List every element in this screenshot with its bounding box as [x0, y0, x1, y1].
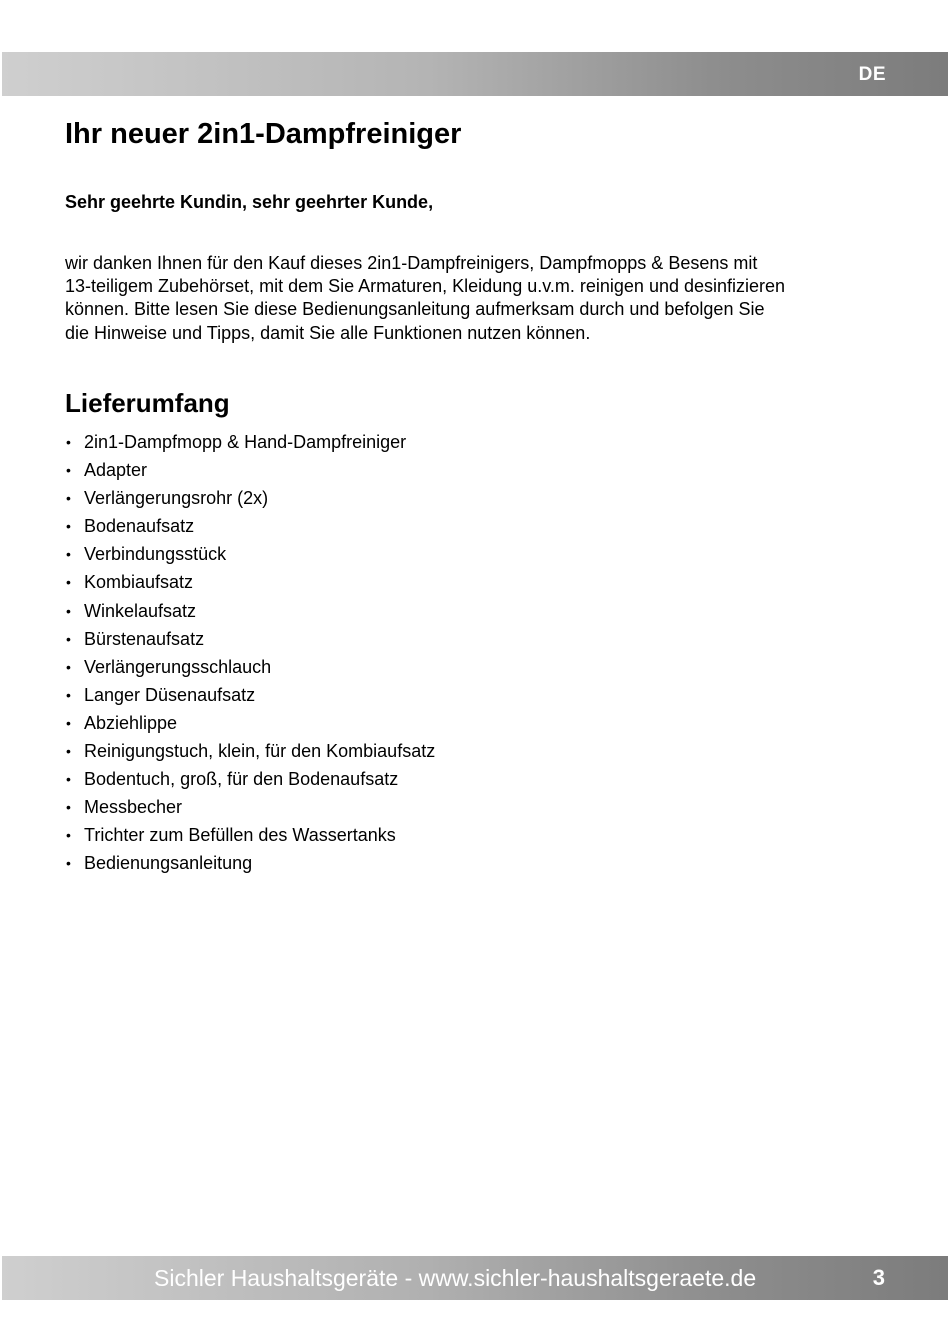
list-item	[65, 512, 435, 540]
bullet-icon: •	[66, 771, 71, 788]
intro-line: die Hinweise und Tipps, damit Sie alle Funktionen nutzen können.	[65, 322, 591, 343]
bullet-icon: •	[66, 686, 71, 703]
bullet-icon: •	[66, 630, 71, 647]
list-item	[65, 765, 435, 793]
language-label: DE	[858, 64, 886, 85]
list-item-label: Trichter zum Befüllen des Wassertanks	[84, 825, 396, 846]
list-item-label: Adapter	[84, 460, 148, 481]
list-item	[65, 428, 435, 456]
list-item	[65, 681, 435, 709]
list-item	[65, 484, 435, 512]
list-item	[65, 597, 435, 625]
bullet-icon: •	[66, 743, 71, 760]
section-title-lieferumfang: Lieferumfang	[65, 388, 230, 418]
list-item	[65, 568, 435, 596]
bullet-icon: •	[66, 518, 71, 535]
list-item-label: Bodentuch, groß, für den Bodenaufsatz	[84, 769, 399, 790]
intro-line: wir danken Ihnen für den Kauf dieses 2in1-Dampfreinigers, Dampfmopps & Besens mit	[65, 253, 758, 273]
list-item	[65, 709, 435, 737]
intro-paragraph	[65, 252, 895, 345]
list-item	[65, 540, 435, 568]
list-item-label: Verbindungsstück	[84, 544, 227, 565]
list-item-label: Langer Düsenaufsatz	[84, 684, 256, 705]
bullet-icon: •	[66, 546, 71, 563]
list-item-label: Bodenaufsatz	[84, 516, 195, 537]
list-item	[65, 625, 435, 653]
list-item-label: Verlängerungsschlauch	[84, 656, 272, 677]
header-bar	[2, 52, 948, 96]
list-item-label: Reinigungstuch, klein, für den Kombiaufsatz	[84, 741, 436, 762]
intro-line: können. Bitte lesen Sie diese Bedienungsanleitung aufmerksam durch und befolgen Sie	[65, 299, 765, 320]
footer-text: Sichler Haushaltsgeräte - www.sichler-haushaltsgeraete.de	[154, 1265, 757, 1291]
bullet-icon: •	[66, 462, 71, 479]
list-item-label: Messbecher	[84, 797, 183, 818]
list-item-label: Kombiaufsatz	[84, 572, 194, 593]
bullet-icon: •	[66, 799, 71, 816]
bullet-icon: •	[66, 434, 71, 450]
bullet-icon: •	[66, 490, 71, 507]
list-item	[65, 821, 435, 849]
bullet-icon: •	[66, 602, 71, 619]
list-item-label: Winkelaufsatz	[84, 600, 197, 621]
bullet-icon: •	[66, 827, 71, 844]
bullet-icon: •	[66, 574, 71, 591]
list-item	[65, 737, 435, 765]
list-item-label: Bürstenaufsatz	[84, 628, 205, 649]
list-item	[65, 653, 435, 681]
list-item-label: Verlängerungsrohr (2x)	[84, 488, 269, 509]
salutation: Sehr geehrte Kundin, sehr geehrter Kunde,	[65, 192, 434, 212]
list-item-label: Bedienungsanleitung	[84, 853, 253, 874]
list-item-label: 2in1-Dampfmopp & Hand-Dampfreiniger	[84, 432, 407, 452]
list-item	[65, 849, 435, 877]
list-item-label: Abziehlippe	[84, 712, 178, 733]
bullet-icon: •	[66, 714, 71, 731]
bullet-icon: •	[66, 658, 71, 675]
page-title: Ihr neuer 2in1-Dampfreiniger	[65, 118, 462, 150]
bullet-icon: •	[66, 855, 71, 872]
list-item	[65, 793, 435, 821]
footer-bar	[2, 1256, 948, 1300]
intro-line: 13-teiligem Zubehörset, mit dem Sie Armaturen, Kleidung u.v.m. reinigen und desinfizieren	[65, 276, 786, 297]
list-item	[65, 456, 435, 484]
delivery-items-list	[65, 428, 435, 878]
page-number: 3	[872, 1265, 885, 1290]
